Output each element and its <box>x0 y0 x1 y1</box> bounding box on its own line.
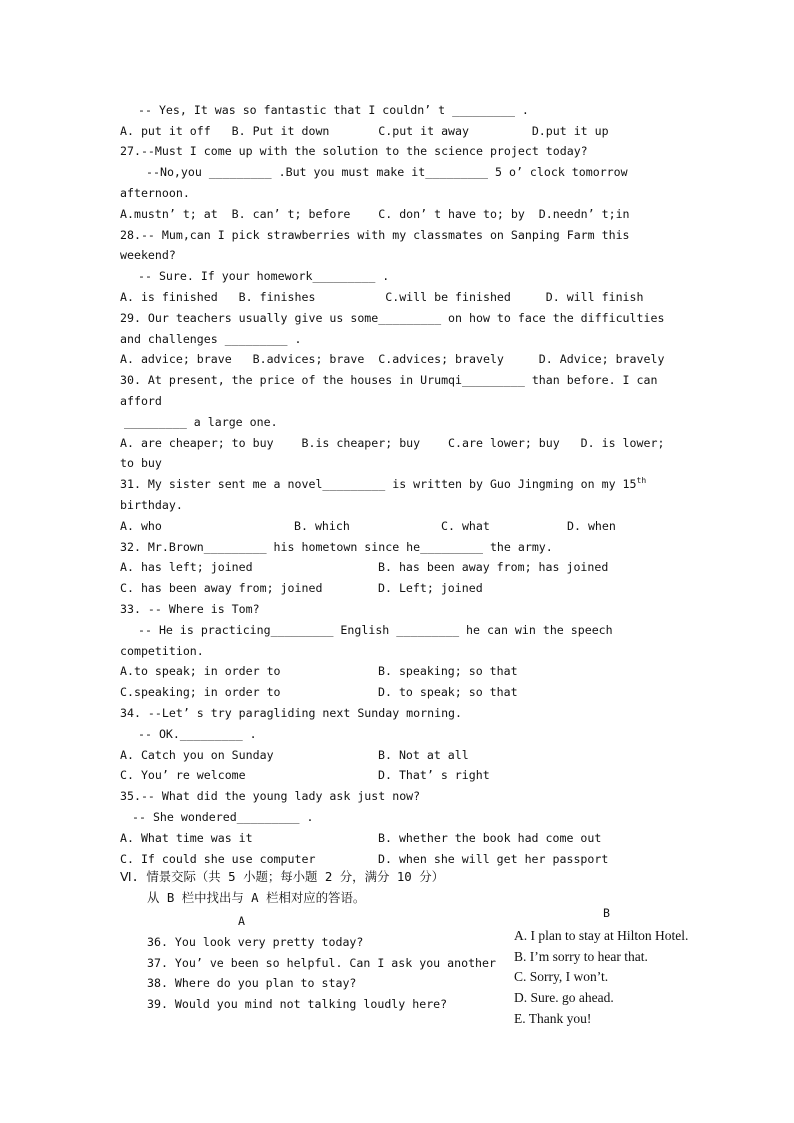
q33-option-d: D. to speak; so that <box>378 685 518 699</box>
q28-stem-cont: weekend? <box>120 248 176 262</box>
q35-option-d: D. when she will get her passport <box>378 852 609 866</box>
q27-options: A.mustn’ t; at B. can’ t; before C. don’ t have to; by D.needn’ t;in <box>120 207 630 221</box>
column-b-header: B <box>603 906 610 920</box>
q35-option-a: A. What time was it <box>120 831 253 845</box>
q27-response: --No,you _________ .But you must make it_________ 5 o’ clock tomorrow <box>146 165 628 179</box>
q30-stem-cont2: _________ a large one. <box>124 415 278 429</box>
q31-option-c: C. what <box>441 519 490 533</box>
q31-superscript: th <box>636 476 647 485</box>
q39-prompt: 39. Would you mind not talking loudly here? <box>147 997 448 1011</box>
q34-option-c: C. You’ re welcome <box>120 768 246 782</box>
q36-prompt: 36. You look very pretty today? <box>147 935 364 949</box>
q33-response: -- He is practicing_________ English _________ he can win the speech <box>138 623 613 637</box>
q35-stem: 35.-- What did the young lady ask just now? <box>120 789 421 803</box>
q31-stem-text: 31. My sister sent me a novel_________ is written by Guo Jingming on my 15 <box>120 477 637 491</box>
q37-prompt: 37. You’ ve been so helpful. Can I ask you another <box>147 956 497 970</box>
q28-stem: 28.-- Mum,can I pick strawberries with my classmates on Sanping Farm this <box>120 228 630 242</box>
answer-option-d: D. Sure. go ahead. <box>514 990 614 1005</box>
q31-option-b: B. which <box>294 519 350 533</box>
q30-stem: 30. At present, the price of the houses in Urumqi_________ than before. I can <box>120 373 658 387</box>
q35-response: -- She wondered_________ . <box>132 810 314 824</box>
q33-option-c: C.speaking; in order to <box>120 685 281 699</box>
q31-stem-cont: birthday. <box>120 498 183 512</box>
q27-response-cont: afternoon. <box>120 186 190 200</box>
q27-stem: 27.--Must I come up with the solution to the science project today? <box>120 144 588 158</box>
q32-option-b: B. has been away from; has joined <box>378 560 609 574</box>
section-vi-heading: Ⅵ. 情景交际（共 5 小题；每小题 2 分，满分 10 分） <box>120 869 444 884</box>
q32-option-a: A. has left; joined <box>120 560 253 574</box>
answer-option-b: B. I’m sorry to hear that. <box>514 949 648 964</box>
q31-stem <box>120 476 647 491</box>
q29-stem: 29. Our teachers usually give us some_________ on how to face the difficulties <box>120 311 665 325</box>
answer-option-c: C. Sorry, I won’t. <box>514 969 609 984</box>
q35-option-c: C. If could she use computer <box>120 852 316 866</box>
q30-options-cont: to buy <box>120 456 162 470</box>
q31-option-d: D. when <box>567 519 616 533</box>
q31-option-a: A. who <box>120 519 162 533</box>
q28-options: A. is finished B. finishes C.will be finished D. will finish <box>120 290 644 304</box>
q34-option-a: A. Catch you on Sunday <box>120 748 274 762</box>
q32-option-d: D. Left; joined <box>378 581 483 595</box>
q29-options: A. advice; brave B.advices; brave C.advices; bravely D. Advice; bravely <box>120 352 665 366</box>
q26-options: A. put it off B. Put it down C.put it away D.put it up <box>120 124 609 138</box>
q33-response-cont: competition. <box>120 644 204 658</box>
q34-response: -- OK._________ . <box>138 727 257 741</box>
q33-option-a: A.to speak; in order to <box>120 664 281 678</box>
q32-option-c: C. has been away from; joined <box>120 581 323 595</box>
q34-stem: 34. --Let’ s try paragliding next Sunday morning. <box>120 706 463 720</box>
q32-stem: 32. Mr.Brown_________ his hometown since he_________ the army. <box>120 540 553 554</box>
column-a-header: A <box>238 914 245 928</box>
q34-option-b: B. Not at all <box>378 748 469 762</box>
q28-response: -- Sure. If your homework_________ . <box>138 269 390 283</box>
section-vi-instruction: 从 B 栏中找出与 A 栏相对应的答语。 <box>147 890 366 905</box>
q26-response: -- Yes, It was so fantastic that I couldn’ t _________ . <box>138 103 529 117</box>
q38-prompt: 38. Where do you plan to stay? <box>147 976 357 990</box>
q30-stem-cont: afford <box>120 394 162 408</box>
q30-options: A. are cheaper; to buy B.is cheaper; buy C.are lower; buy D. is lower; <box>120 436 665 450</box>
answer-option-a: A. I plan to stay at Hilton Hotel. <box>514 928 689 943</box>
q33-option-b: B. speaking; so that <box>378 664 518 678</box>
q29-stem-cont: and challenges _________ . <box>120 332 302 346</box>
q33-stem: 33. -- Where is Tom? <box>120 602 260 616</box>
answer-option-e: E. Thank you! <box>514 1011 592 1026</box>
q34-option-d: D. That’ s right <box>378 768 490 782</box>
q35-option-b: B. whether the book had come out <box>378 831 602 845</box>
